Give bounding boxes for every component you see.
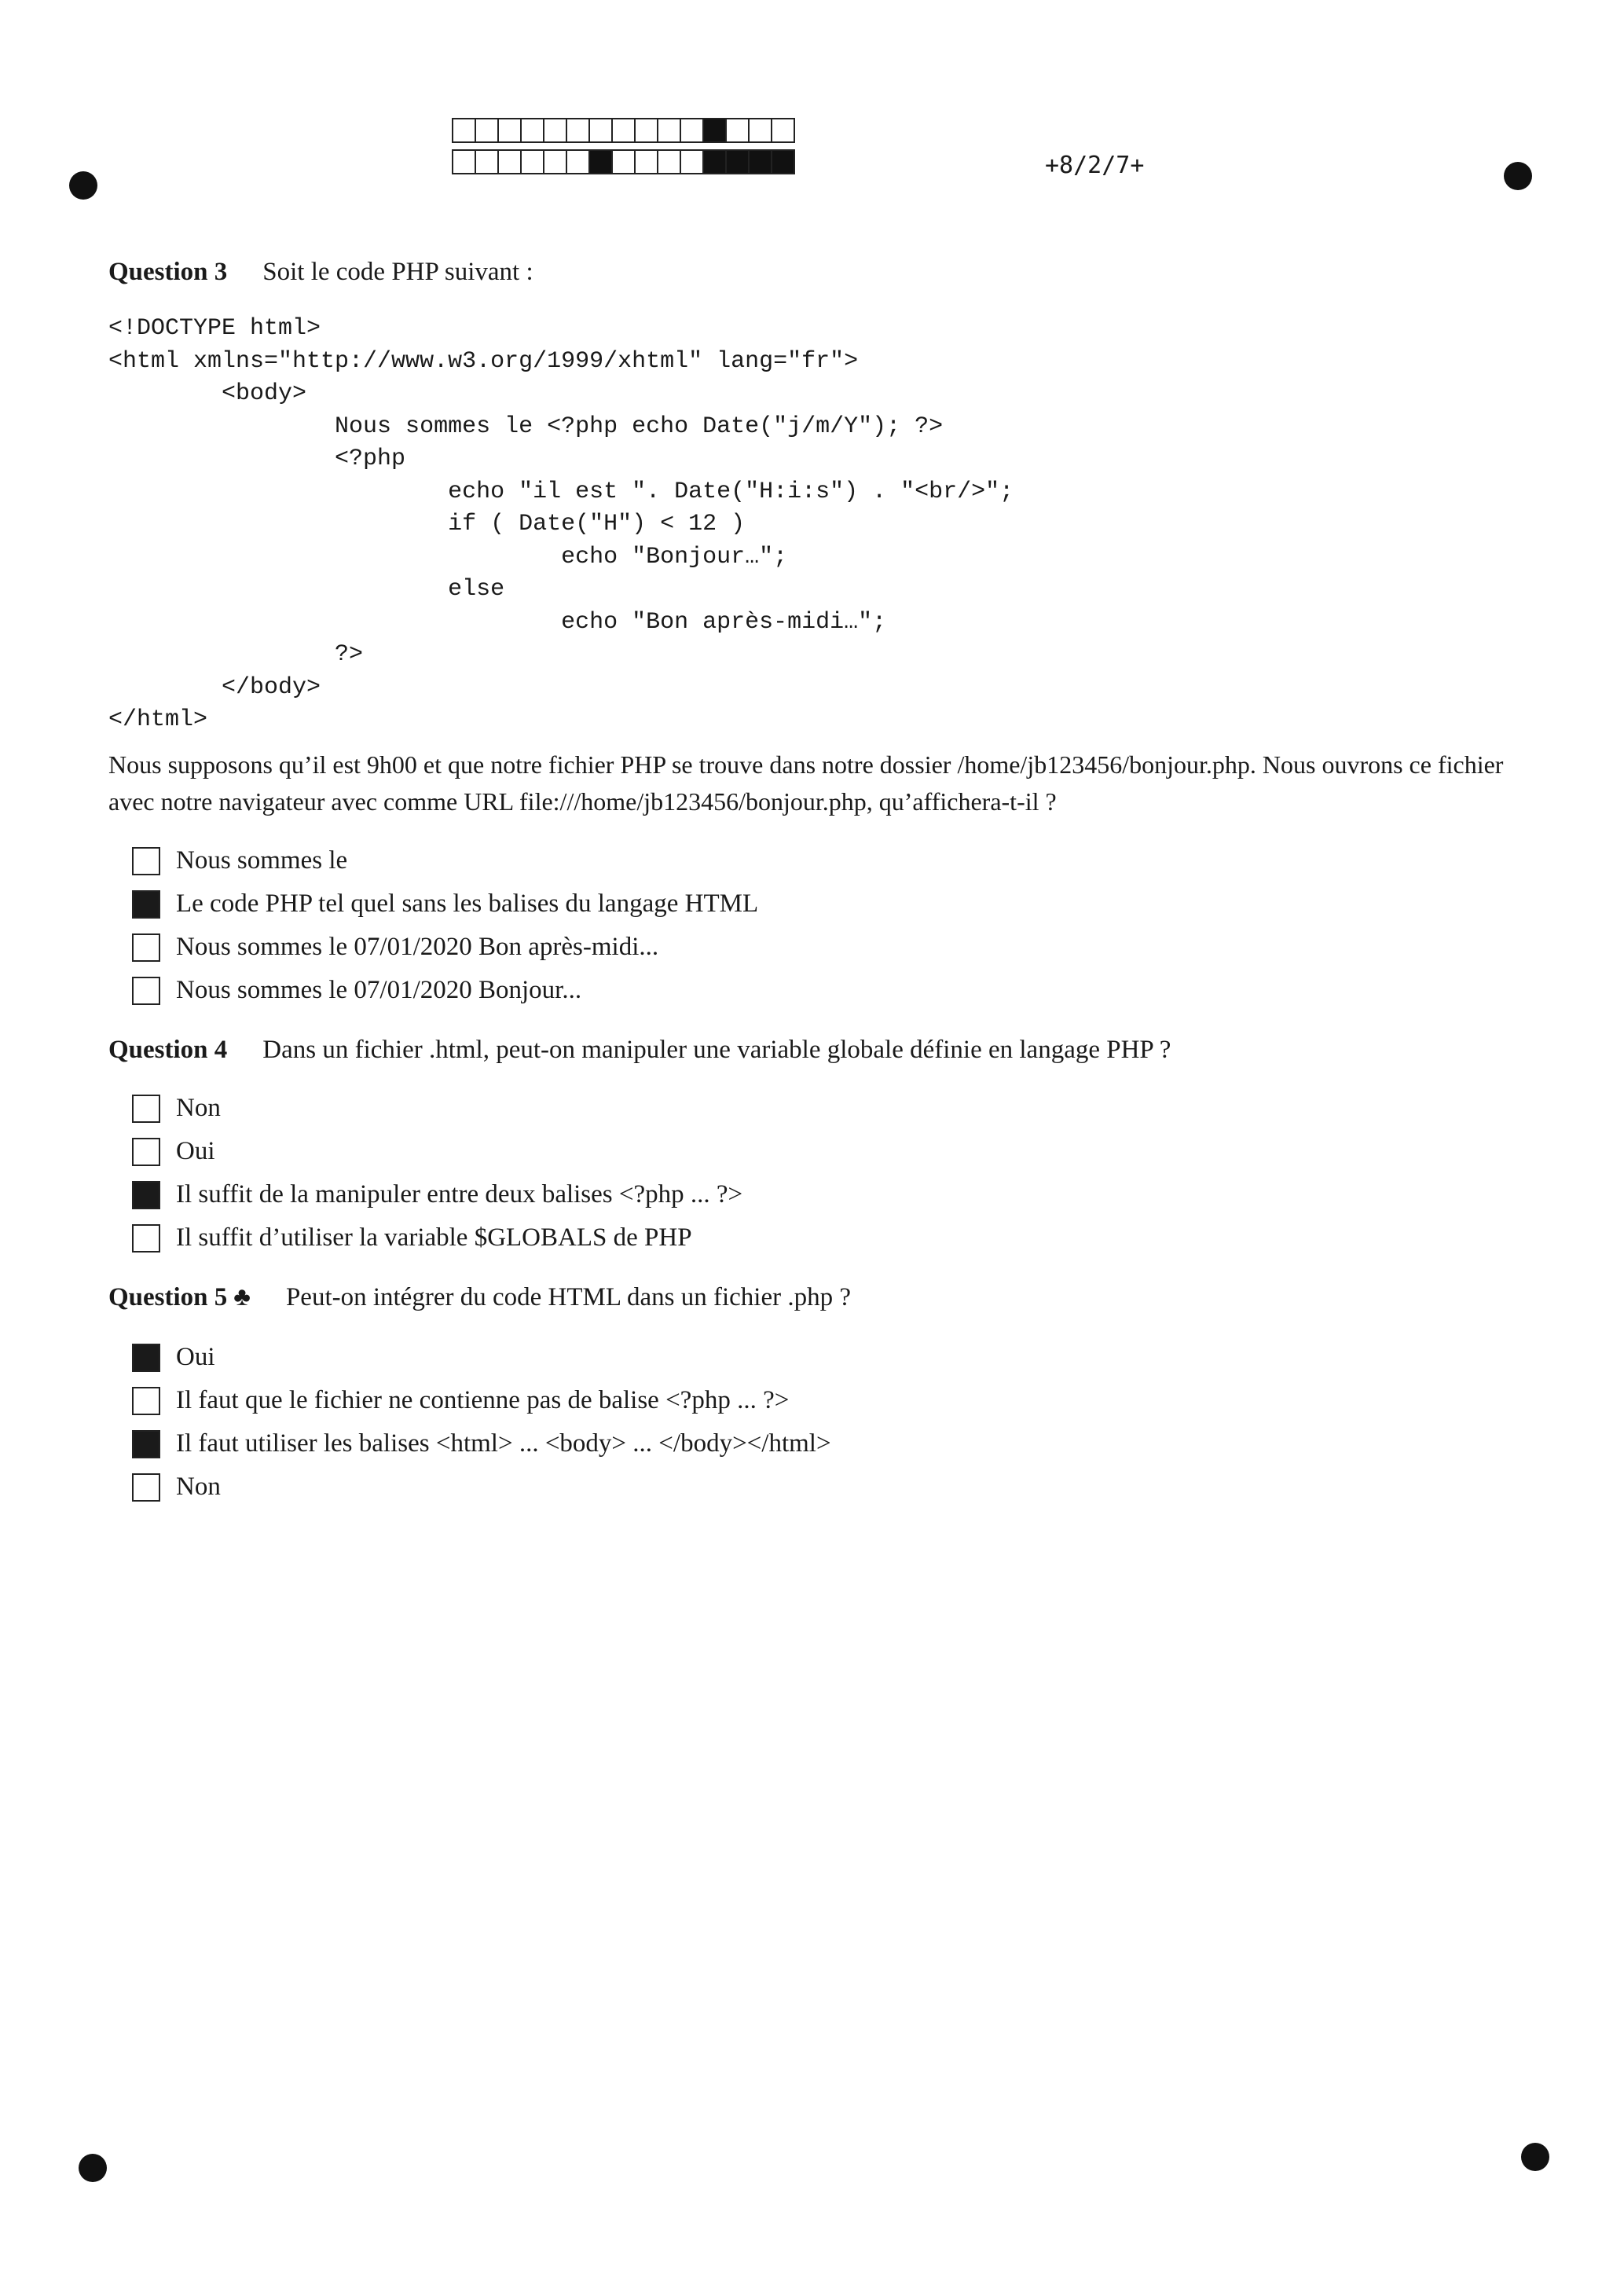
choice-q4-2[interactable]: [132, 1130, 742, 1173]
id-grid-cell: [611, 149, 636, 174]
id-grid-cell: [680, 149, 704, 174]
club-icon: ♣: [233, 1283, 251, 1311]
checkbox[interactable]: [132, 1473, 160, 1502]
id-grid-cell: [702, 149, 727, 174]
id-grid-cell: [520, 149, 544, 174]
choice-q3-4[interactable]: [132, 969, 758, 1012]
id-grid-cell: [771, 118, 795, 143]
id-grid-cell: [634, 149, 658, 174]
question-4-label: Question 4: [108, 1036, 228, 1064]
question-4-choices: [132, 1087, 742, 1260]
id-grid-cell: [588, 118, 613, 143]
question-3-header: [108, 258, 533, 287]
choice-q5-1[interactable]: [132, 1336, 831, 1379]
question-3-choices: [132, 839, 758, 1012]
choice-label: Il suffit d’utiliser la variable $GLOBALS de PHP: [176, 1223, 692, 1252]
id-grid-cell: [543, 149, 567, 174]
choice-q3-1[interactable]: [132, 839, 758, 882]
choice-q4-4[interactable]: [132, 1216, 742, 1260]
id-grid-cell: [657, 118, 681, 143]
checkbox[interactable]: [132, 1138, 160, 1166]
question-3-description: Nous supposons qu’il est 9h00 et que notre fichier PHP se trouve dans notre dossier /home/jb123456/bonjour.php. Nous ouvrons ce fichier avec notre navigateur avec comme URL file:///home/jb123456/bonjour.php, qu’affichera-t-il ?: [108, 750, 1504, 816]
checkbox[interactable]: [132, 977, 160, 1005]
corner-marker-bottom-right: [1521, 2143, 1549, 2171]
id-grid-cell: [748, 149, 772, 174]
id-grid-cell: [475, 149, 499, 174]
id-grid-cell: [566, 118, 590, 143]
choice-label: Non: [176, 1473, 221, 1501]
checkbox[interactable]: [132, 1224, 160, 1253]
page-code: +8/2/7+: [1045, 152, 1145, 179]
id-grid-cell: [520, 118, 544, 143]
corner-marker-top-left: [69, 171, 97, 200]
question-5-prompt: Peut-on intégrer du code HTML dans un fichier .php ?: [285, 1283, 852, 1311]
id-grid-cell: [725, 118, 750, 143]
choice-q5-4[interactable]: [132, 1465, 831, 1509]
choice-label: Oui: [176, 1343, 215, 1371]
checkbox[interactable]: [132, 1430, 160, 1458]
choice-label: Il faut utiliser les balises <html> ... <body> ... </body></html>: [176, 1429, 831, 1458]
student-id-grid: [452, 118, 794, 181]
checkbox[interactable]: [132, 890, 160, 919]
id-grid-row: [452, 118, 794, 145]
question-3-prompt: Soit le code PHP suivant :: [262, 258, 533, 286]
id-grid-cell: [497, 149, 522, 174]
choice-label: Nous sommes le 07/01/2020 Bon après-midi...: [176, 933, 659, 961]
question-5-label-text: Question 5: [108, 1283, 228, 1311]
choice-label: Il suffit de la manipuler entre deux balises <?php ... ?>: [176, 1180, 743, 1209]
id-grid-cell: [452, 149, 476, 174]
id-grid-cell: [588, 149, 613, 174]
question-5-header: [108, 1283, 851, 1312]
choice-q5-3[interactable]: [132, 1422, 831, 1465]
choice-q3-3[interactable]: [132, 926, 758, 969]
checkbox[interactable]: [132, 1181, 160, 1209]
checkbox[interactable]: [132, 1344, 160, 1372]
corner-marker-bottom-left: [79, 2154, 107, 2182]
choice-label: Il faut que le fichier ne contienne pas de balise <?php ... ?>: [176, 1386, 790, 1414]
question-5-choices: [132, 1336, 831, 1509]
id-grid-cell: [702, 118, 727, 143]
choice-label: Oui: [176, 1137, 215, 1165]
question-3-label: Question 3: [108, 258, 228, 286]
id-grid-cell: [657, 149, 681, 174]
corner-marker-top-right: [1504, 162, 1532, 190]
id-grid-cell: [452, 118, 476, 143]
choice-q4-3[interactable]: [132, 1173, 742, 1216]
id-grid-cell: [771, 149, 795, 174]
id-grid-cell: [748, 118, 772, 143]
checkbox[interactable]: [132, 933, 160, 962]
id-grid-cell: [634, 118, 658, 143]
id-grid-row: [452, 149, 794, 176]
choice-label: Nous sommes le: [176, 846, 348, 875]
php-code-block: <!DOCTYPE html> <html xmlns="http://www.w3.org/1999/xhtml" lang="fr"> <body> Nous sommes le <?php echo Date("j/m/Y"); ?> <?php echo "il est ". Date("H:i:s") . "<br/>"; if ( Date("H") < 12 ) echo "Bonjour…"; else echo "Bon après-midi…"; ?> </body> </html>: [108, 315, 1014, 733]
choice-label: Non: [176, 1094, 221, 1122]
id-grid-cell: [497, 118, 522, 143]
id-grid-cell: [680, 118, 704, 143]
choice-label: Le code PHP tel quel sans les balises du langage HTML: [176, 889, 759, 918]
checkbox[interactable]: [132, 1095, 160, 1123]
id-grid-cell: [566, 149, 590, 174]
choice-label: Nous sommes le 07/01/2020 Bonjour...: [176, 976, 582, 1004]
choice-q4-1[interactable]: [132, 1087, 742, 1130]
choice-q5-2[interactable]: [132, 1379, 831, 1422]
id-grid-cell: [543, 118, 567, 143]
question-4-prompt: Dans un fichier .html, peut-on manipuler une variable globale définie en langage PHP ?: [262, 1036, 1171, 1064]
id-grid-cell: [475, 118, 499, 143]
id-grid-cell: [725, 149, 750, 174]
question-5-label: [108, 1283, 251, 1312]
id-grid-cell: [611, 118, 636, 143]
choice-q3-2[interactable]: [132, 882, 758, 926]
checkbox[interactable]: [132, 1387, 160, 1415]
question-4-header: [108, 1036, 1171, 1065]
checkbox[interactable]: [132, 847, 160, 875]
